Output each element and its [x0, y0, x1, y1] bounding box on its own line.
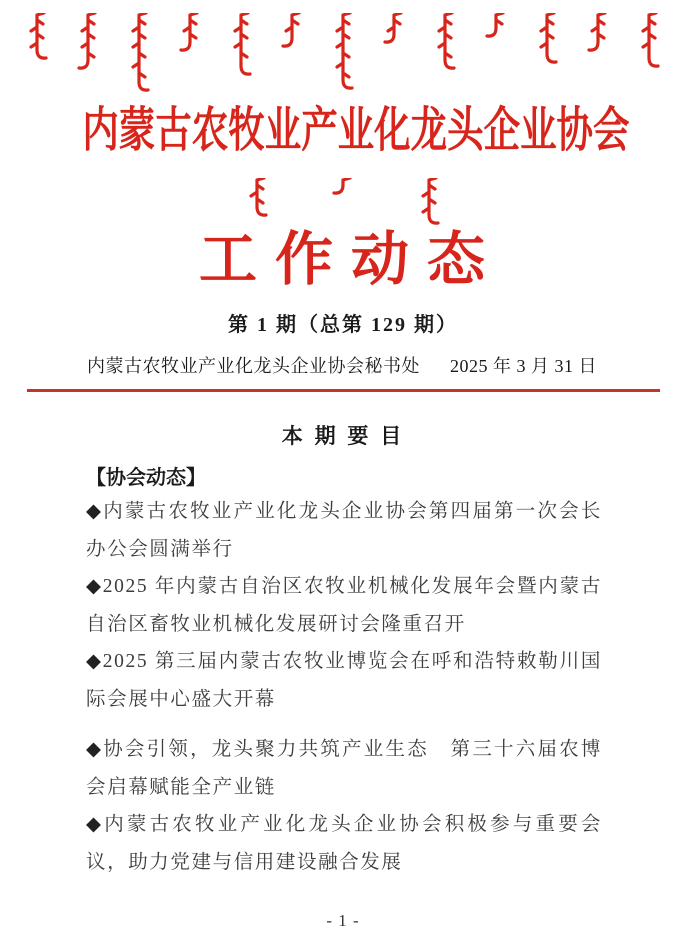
mongolian-script-middle-row [0, 178, 686, 228]
bullet-diamond-icon: ◆ [86, 576, 103, 597]
red-divider-rule [27, 389, 660, 392]
bullet-diamond-icon: ◆ [86, 814, 105, 835]
contents-heading: 本 期 要 目 [281, 425, 405, 448]
toc-item-text: 2025 第三届内蒙古农牧业博览会在呼和浩特敕勒川国际会展中心盛大开幕 [86, 651, 602, 710]
mongolian-script-word [242, 178, 272, 218]
bullet-diamond-icon: ◆ [86, 651, 103, 672]
publisher-row [0, 354, 686, 378]
mongolian-script-word [328, 13, 358, 91]
publish-date: 2025 年 3 月 31 日 [450, 356, 597, 376]
mongolian-script-top-row [0, 13, 686, 95]
section-label-association-news: 【协会动态】 [86, 467, 206, 489]
toc-item [86, 731, 602, 806]
mongolian-script-word [481, 13, 511, 39]
toc-item-text: 2025 年内蒙古自治区农牧业机械化发展年会暨内蒙古自治区畜牧业机械化发展研讨会隆重召开 [86, 576, 602, 635]
mongolian-script-word [430, 13, 460, 71]
toc-item-text: 内蒙古农牧业产业化龙头企业协会第四届第一次会长办公会圆满举行 [86, 501, 602, 560]
bullet-diamond-icon: ◆ [86, 739, 104, 760]
issue-number: 第 1 期（总第 129 期） [228, 314, 458, 336]
toc-item-text: 协会引领，龙头聚力共筑产业生态 第三十六届农博会启幕赋能全产业链 [86, 739, 602, 798]
mongolian-script-word [379, 13, 409, 45]
toc-item [86, 806, 602, 881]
mongolian-script-word [226, 13, 256, 77]
mongolian-script-word [532, 13, 562, 65]
mongolian-script-word [414, 178, 444, 226]
toc-item-text: 内蒙古农牧业产业化龙头企业协会积极参与重要会议，助力党建与信用建设融合发展 [86, 814, 602, 873]
mongolian-script-word [22, 13, 52, 61]
mongolian-script-word [634, 13, 664, 69]
toc-item [86, 568, 602, 643]
bulletin-title: 工作动态 [198, 227, 503, 292]
mongolian-script-word [583, 13, 613, 53]
toc-list [0, 491, 686, 881]
mongolian-script-word [73, 13, 103, 71]
toc-item [86, 643, 602, 718]
mongolian-script-word [124, 13, 154, 93]
mongolian-script-word [328, 178, 358, 196]
page-number: - 1 - [326, 911, 360, 930]
mongolian-script-word [277, 13, 307, 49]
bulletin-front-page [0, 13, 686, 945]
mongolian-script-word [175, 13, 205, 53]
publisher-name: 内蒙古农牧业产业化龙头企业协会秘书处 [87, 356, 420, 376]
bullet-diamond-icon: ◆ [86, 501, 104, 522]
association-name: 内蒙古农牧业产业化龙头企业协会 [82, 104, 630, 157]
toc-item [86, 493, 602, 568]
